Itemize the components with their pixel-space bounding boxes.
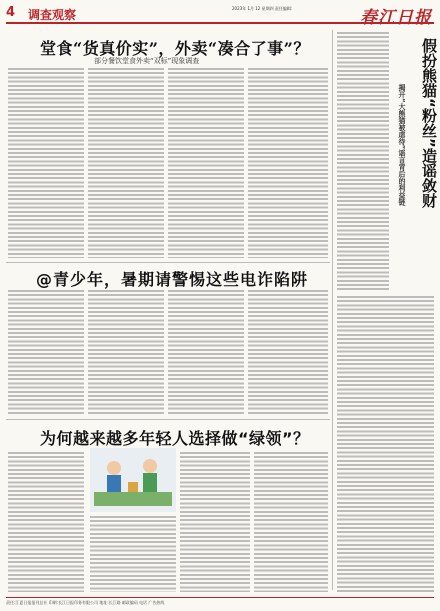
middle-headline[interactable]: @青少年，暑期请警惕这些电诈陷阱	[36, 270, 309, 289]
top-article-column-2	[88, 68, 164, 258]
top-article-column-4	[248, 68, 328, 258]
middle-article-column-3	[168, 290, 244, 415]
section-title: 调查观察	[28, 8, 77, 22]
side-article-lower	[337, 296, 434, 592]
column-rule	[332, 30, 333, 590]
footer-info: 责任:江夏日报报刊总社 印刷:长江日报印务有限公司 地址:长江路 邮政编码 电话 广告热线	[6, 597, 434, 606]
top-article-column-3	[168, 68, 244, 258]
newspaper-logo: 春江日报	[360, 8, 432, 28]
top-headline[interactable]: 堂食“货真价实”，外卖“凑合了事”？	[40, 39, 310, 58]
bottom-headline[interactable]: 为何越来越多年轻人选择做“绿领”？	[40, 429, 310, 448]
side-headline[interactable]: 假扮熊猫“粉丝”造谣敛财	[420, 38, 438, 208]
side-article-column	[337, 32, 389, 292]
top-article-column-1	[8, 68, 84, 258]
divider	[6, 262, 330, 263]
bottom-article-column-4	[254, 452, 328, 592]
middle-article-column-2	[88, 290, 164, 415]
middle-article-column-4	[248, 290, 328, 415]
bottom-article-column-1	[8, 452, 84, 592]
bottom-article-column-3	[180, 452, 250, 592]
bottom-article-column-2	[90, 516, 176, 592]
divider	[6, 419, 330, 420]
green-collar-illustration	[90, 448, 176, 512]
masthead	[6, 4, 434, 28]
page-number: 4	[6, 5, 16, 20]
top-subheadline: 部分餐饮堂食外卖“双标”现象调查	[94, 57, 200, 65]
dateline: 2023年 1月 12 星期四 责任编辑:	[232, 6, 293, 11]
middle-article-column-1	[8, 290, 84, 415]
side-subheadline: 揭开“大熊猫被虐待”谣言背后的利益链	[398, 84, 406, 206]
